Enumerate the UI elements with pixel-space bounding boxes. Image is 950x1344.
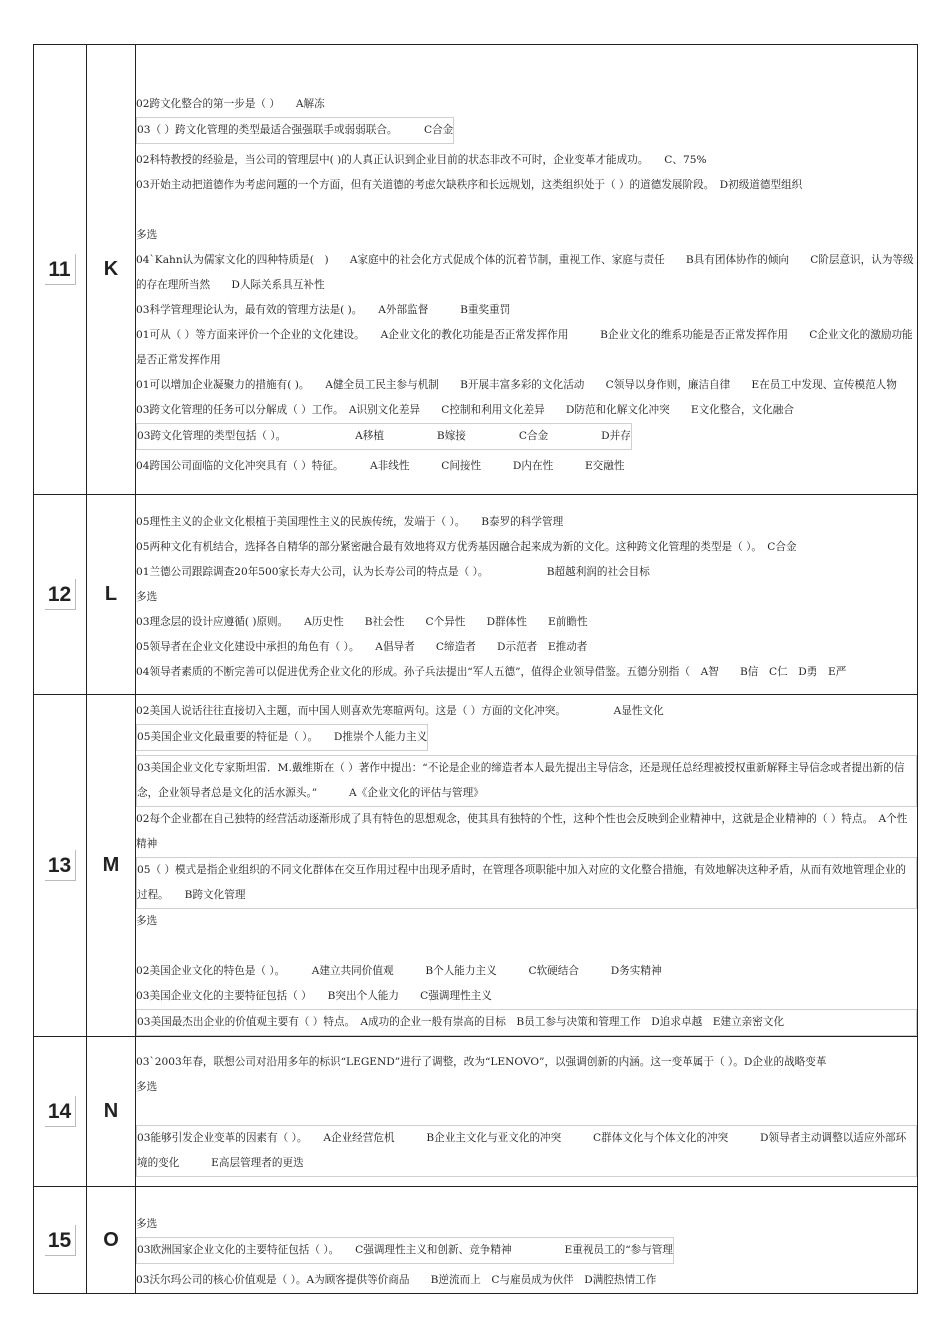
question-cell xyxy=(136,1187,918,1294)
table-row xyxy=(34,1037,918,1187)
question-table xyxy=(33,44,918,1294)
question-line: 03跨文化管理的类型包括（ ）。 A移植 B嫁接 C合金 D并存 xyxy=(136,423,632,450)
question-line: 02美国人说话往往直接切入主题，而中国人则喜欢先寒暄两句。这是（ ）方面的文化冲突。 A显性文化 xyxy=(136,705,664,717)
question-line: 01可以增加企业凝聚力的措施有( )。 A健全员工民主参与机制 B开展丰富多彩的文化活动 C领导以身作则，廉洁自律 E在员工中发现、宣传模范人物 xyxy=(136,378,897,391)
section-label: 多选 xyxy=(136,228,158,241)
row-number-cell xyxy=(34,695,87,1037)
table-row xyxy=(34,695,918,1037)
question-line: 03（ ）跨文化管理的类型最适合强强联手或弱弱联合。 C合金 xyxy=(136,117,454,144)
row-number-cell xyxy=(34,1187,87,1294)
question-cell xyxy=(136,1037,918,1187)
blank-line xyxy=(136,1187,917,1212)
question-line: 03`2003年春，联想公司对沿用多年的标识“LEGEND”进行了调整，改为“LENOVO”，以强调创新的内涵。这一变革属于（ ）。D企业的战略变革 xyxy=(136,1055,827,1068)
question-line: 03沃尔玛公司的核心价值观是（ ）。A为顾客提供等价商品 B逆流而上 C与雇员成为伙伴 D满腔热情工作 xyxy=(136,1274,657,1286)
question-line: 03科学管理理论认为，最有效的管理方法是( )。 A外部监督 B重奖重罚 xyxy=(136,303,511,316)
question-line: 05两种文化有机结合，选择各自精华的部分紧密融合最有效地将双方优秀基因融合起来成为新的文化。这种跨文化管理的类型是（ ）。 C合金 xyxy=(136,541,797,553)
question-line: 03开始主动把道德作为考虑问题的一个方面，但有关道德的考虑欠缺秩序和长远规划，这类组织处于（ ）的道德发展阶段。 D初级道德型组织 xyxy=(136,178,803,191)
row-letter: M xyxy=(102,854,120,876)
row-number-cell xyxy=(34,495,87,695)
question-line: 01可从（ ）等方面来评价一个企业的文化建设。 A企业文化的教化功能是否正常发挥作用 B企业文化的维系功能是否正常发挥作用 C企业文化的激励功能是否正常发挥作用 xyxy=(136,328,913,366)
question-line: 04跨国公司面临的文化冲突具有（ ）特征。 A非线性 C间接性 D内在性 E交融性 xyxy=(136,459,625,472)
row-number: 13 xyxy=(45,850,76,881)
question-line: 03美国最杰出企业的价值观主要有（ ）特点。 A成功的企业一般有崇高的目标 B员工参与决策和管理工作 D追求卓越 E建立亲密文化 xyxy=(136,1009,917,1036)
question-cell xyxy=(136,495,918,695)
question-line: 03美国企业文化专家斯坦雷．M.戴维斯在（ ）著作中提出：“不论是企业的缔造者本人最先提出主导信念，还是现任总经理被授权重新解释主导信念或者提出新的信念，企业领导者总是文化的活水源头。” A《企业文化的评估与管理》 xyxy=(136,755,917,807)
letter-cell xyxy=(87,1037,136,1187)
row-number-cell xyxy=(34,45,87,495)
section-label: 多选 xyxy=(136,1218,158,1230)
table-row xyxy=(34,1187,918,1294)
table-row xyxy=(34,495,918,695)
section-label: 多选 xyxy=(136,591,158,603)
question-line: 05（ ）模式是指企业组织的不同文化群体在交互作用过程中出现矛盾时，在管理各项职能中加入对应的文化整合措施，有效地解决这种矛盾，从而有效地管理企业的过程。 B跨文化管理 xyxy=(136,857,917,909)
row-letter: K xyxy=(103,258,119,280)
question-line: 02跨文化整合的第一步是（ ） A解冻 xyxy=(136,97,325,110)
question-line: 01兰德公司跟踪调查20年500家长寿大公司，认为长寿公司的特点是（ ）。 B超越利润的社会目标 xyxy=(136,566,650,578)
question-line: 05领导者在企业文化建设中承担的角色有（ ）。 A倡导者 C缔造者 D示范者 E推动者 xyxy=(136,641,588,653)
letter-cell xyxy=(87,695,136,1037)
blank-line xyxy=(136,198,917,223)
question-line: 02美国企业文化的特色是（ ）。 A建立共同价值观 B个人能力主义 C软硬结合 D务实精神 xyxy=(136,965,662,977)
section-label: 多选 xyxy=(136,1080,158,1093)
letter-cell xyxy=(87,495,136,695)
question-line: 04领导者素质的不断完善可以促进优秀企业文化的形成。孙子兵法提出“军人五德”，值得企业领导借鉴。五德分别指（ A智 B信 C仁 D勇 E严 xyxy=(136,666,847,678)
blank-line xyxy=(136,1100,917,1125)
row-letter: O xyxy=(103,1228,119,1251)
section-label: 多选 xyxy=(136,915,158,927)
question-line: 05美国企业文化最重要的特征是（ ）。 D推崇个人能力主义 xyxy=(136,724,428,751)
question-line: 03能够引发企业变革的因素有（ ）。 A企业经营危机 B企业主文化与亚文化的冲突 C群体文化与个体文化的冲突 D领导者主动调整以适应外部环境的变化 E高层管理者的更迭 xyxy=(136,1125,917,1177)
question-line: 02科特教授的经验是，当公司的管理层中( )的人真正认识到企业目前的状态非改不可时，企业变革才能成功。 C、75% xyxy=(136,153,707,166)
question-line: 03美国企业文化的主要特征包括（ ） B突出个人能力 C强调理性主义 xyxy=(136,990,492,1002)
letter-cell xyxy=(87,45,136,495)
row-number: 14 xyxy=(45,1096,76,1127)
question-line: 03欧洲国家企业文化的主要特征包括（ ）。 C强调理性主义和创新、竞争精神 E重视员工的“参与管理 xyxy=(136,1237,674,1264)
table-row xyxy=(34,45,918,495)
row-letter: N xyxy=(103,1100,119,1122)
question-line: 03跨文化管理的任务可以分解成（ ）工作。 A识别文化差异 C控制和利用文化差异 D防范和化解文化冲突 E文化整合，文化融合 xyxy=(136,403,794,416)
question-cell xyxy=(136,45,918,495)
question-line: 04`Kahn认为儒家文化的四种特质是( ) A家庭中的社会化方式促成个体的沉着节制，重视工作、家庭与责任 B具有团体协作的倾向 C阶层意识，认为等级的存在理所当然 D人际关系具互补性 xyxy=(136,253,914,291)
question-cell xyxy=(136,695,918,1037)
row-number-cell xyxy=(34,1037,87,1187)
question-line: 03理念层的设计应遵循( )原则。 A历史性 B社会性 C个异性 D群体性 E前瞻性 xyxy=(136,616,588,628)
row-number: 15 xyxy=(45,1225,76,1256)
blank-line xyxy=(136,934,917,959)
question-line: 02每个企业都在自己独特的经营活动逐渐形成了具有特色的思想观念，使其具有独特的个性，这种个性也会反映到企业精神中，这就是企业精神的（ ）特点。 A个性精神 xyxy=(136,813,908,850)
row-number: 11 xyxy=(45,254,76,285)
letter-cell xyxy=(87,1187,136,1294)
question-line: 05理性主义的企业文化根植于美国理性主义的民族传统，发端于（ ）。 B泰罗的科学管理 xyxy=(136,516,564,528)
row-letter: L xyxy=(104,583,118,605)
row-number: 12 xyxy=(45,579,76,610)
